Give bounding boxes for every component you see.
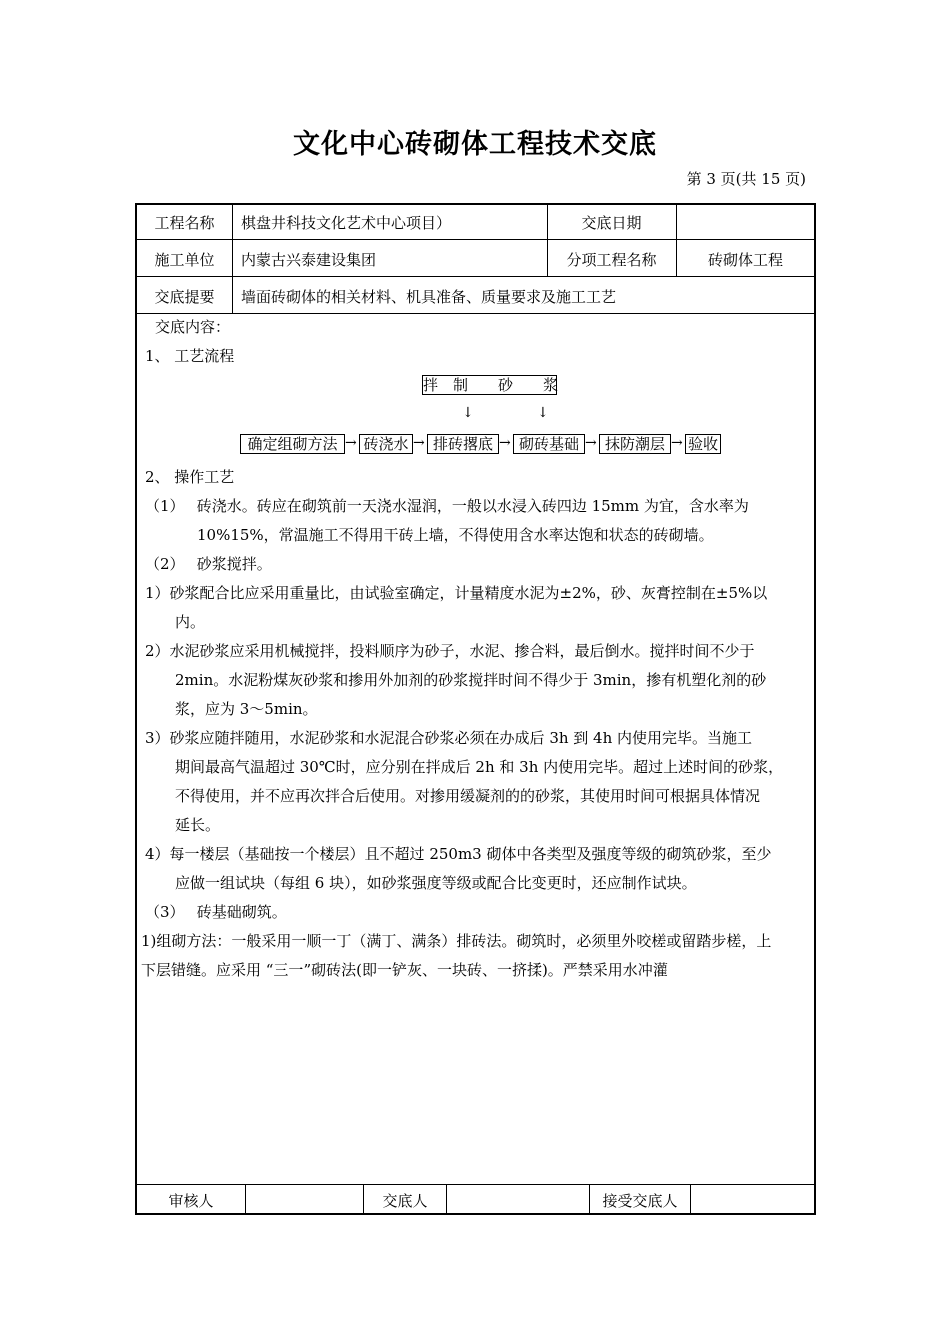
disclosure-table [135, 203, 816, 1215]
flow-box-step: 抹防潮层 [599, 434, 671, 454]
flow-box-step: 确定组砌方法 [240, 434, 345, 454]
page-info: 第 3 页(共 15 页) [686, 170, 806, 188]
section-heading: 1、 工艺流程 [145, 347, 235, 365]
section-heading: 2、 操作工艺 [145, 468, 235, 486]
right-arrow-icon: → [671, 435, 683, 451]
paragraph-line: 应做一组试块（每组 6 块），如砂浆强度等级或配合比变更时，还应制作试块。 [175, 874, 697, 892]
summary-value: 墙面砖砌体的相关材料、机具准备、质量要求及施工工艺 [241, 288, 617, 306]
reviewer-label: 审核人 [168, 1192, 214, 1210]
paragraph-line: （2） 砂浆搅拌。 [145, 555, 272, 573]
flow-box-mix-mortar: 拌 制 砂 浆 [423, 376, 559, 394]
col-divider [690, 1184, 691, 1215]
document-title: 文化中心砖砌体工程技术交底 [293, 129, 657, 160]
date-label: 交底日期 [581, 214, 642, 232]
down-arrow-icon: ↓ [537, 405, 549, 421]
paragraph-line: （3） 砖基础砌筑。 [145, 903, 287, 921]
paragraph-line: （1） 砖浇水。砖应在砌筑前一天浇水湿润，一般以水浸入砖四边 15mm 为宜，含水率为 [145, 497, 749, 515]
paragraph-line: 1)组砌方法：一般采用一顺一丁（满丁、满条）排砖法。砌筑时，必须里外咬槎或留踏步槎，上 [141, 932, 772, 950]
flow-box-step: 验收 [685, 434, 721, 454]
subitem-label: 分项工程名称 [566, 251, 657, 269]
paragraph-line: 内。 [175, 613, 206, 631]
paragraph-line: 10%15%，常温施工不得用干砖上墙，不得使用含水率达饱和状态的砖砌墙。 [197, 526, 714, 544]
discloser-label: 交底人 [382, 1192, 428, 1210]
paragraph-line: 不得使用，并不应再次拌合后使用。对掺用缓凝剂的的砂浆，其使用时间可根据具体情况 [175, 787, 761, 805]
paragraph-line: 3）砂浆应随拌随用，水泥砂浆和水泥混合砂浆必须在办成后 3h 到 4h 内使用完毕。当施工 [145, 729, 753, 747]
flow-box-step: 砌砖基础 [513, 434, 585, 454]
paragraph-line: 1）砂浆配合比应采用重量比，由试验室确定，计量精度水泥为±2%，砂、灰膏控制在±5%以 [145, 584, 768, 602]
paragraph-line: 4）每一楼层（基础按一个楼层）且不超过 250m3 砌体中各类型及强度等级的砌筑砂浆，至少 [145, 845, 772, 863]
unit-label: 施工单位 [154, 251, 215, 269]
col-divider [232, 205, 233, 314]
col-divider [245, 1184, 246, 1215]
row-divider [137, 313, 814, 314]
paragraph-line: 期间最高气温超过 30℃时，应分别在拌成后 2h 和 3h 内使用完毕。超过上述时间的砂浆， [175, 758, 784, 776]
paragraph-line: 浆，应为 3～5min。 [175, 700, 318, 718]
row-divider [137, 276, 814, 277]
right-arrow-icon: → [499, 435, 511, 451]
paragraph-line: 2min。水泥粉煤灰砂浆和掺用外加剂的砂浆搅拌时间不得少于 3min，掺有机塑化剂的砂 [175, 671, 767, 689]
col-divider [446, 1184, 447, 1215]
down-arrow-icon: ↓ [462, 405, 474, 421]
summary-label: 交底提要 [154, 288, 215, 306]
content-label: 交底内容： [155, 318, 231, 336]
paragraph-line: 延长。 [175, 816, 221, 834]
right-arrow-icon: → [413, 435, 425, 451]
right-arrow-icon: → [585, 435, 597, 451]
paragraph-line: 下层错缝。应采用 “三一”砌砖法(即一铲灰、一块砖、一挤揉)。严禁采用水冲灌 [141, 961, 668, 979]
row-divider [137, 1184, 814, 1185]
project-name-label: 工程名称 [154, 214, 215, 232]
flow-box-step: 砖浇水 [359, 434, 413, 454]
paragraph-line: 2）水泥砂浆应采用机械搅拌，投料顺序为砂子，水泥、掺合料，最后倒水。搅拌时间不少于 [145, 642, 755, 660]
subitem-value: 砖砌体工程 [707, 251, 783, 269]
receiver-label: 接受交底人 [602, 1192, 678, 1210]
flow-box-step: 排砖撂底 [427, 434, 499, 454]
unit-value: 内蒙古兴泰建设集团 [241, 251, 377, 269]
row-divider [137, 239, 814, 240]
right-arrow-icon: → [345, 435, 357, 451]
project-name-value: 棋盘井科技文化艺术中心项目） [241, 214, 452, 232]
